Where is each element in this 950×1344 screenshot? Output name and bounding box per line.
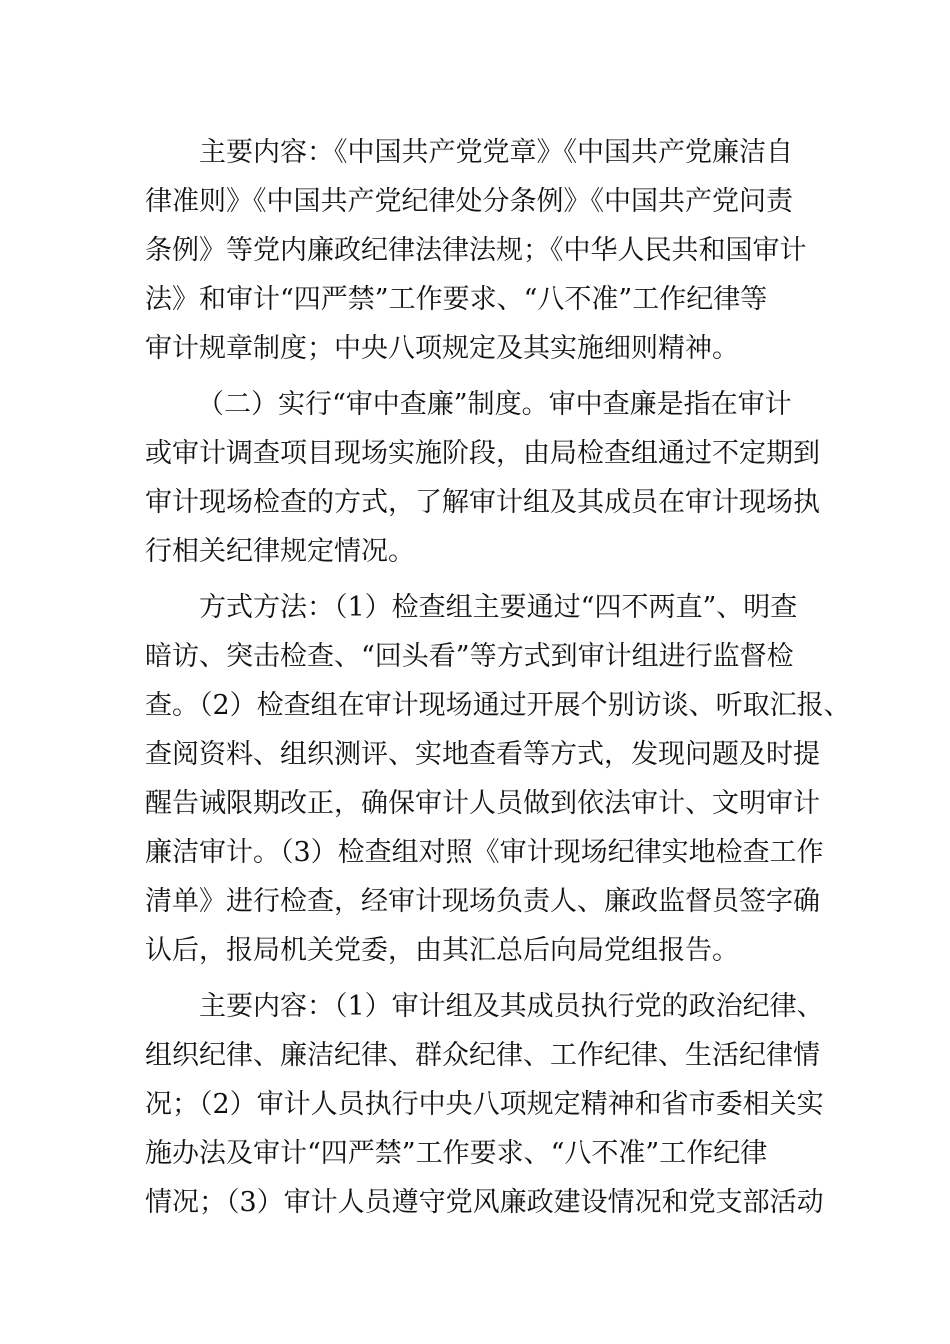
text-line: 主要内容：《中国共产党党章》《中国共产党廉洁自 <box>199 137 793 168</box>
text-line: 施办法及审计“四严禁”工作要求、“八不准”工作纪律 <box>145 1138 768 1169</box>
text-line: 查。（2）检查组在审计现场通过开展个别访谈、听取汇报、 <box>145 690 851 721</box>
text-line: 律准则》《中国共产党纪律处分条例》《中国共产党问责 <box>145 186 793 217</box>
text-line: 或审计调查项目现场实施阶段，由局检查组通过不定期到 <box>145 438 820 469</box>
text-line: 清单》进行检查，经审计现场负责人、廉政监督员签字确 <box>145 886 820 917</box>
text-line: 审计现场检查的方式，了解审计组及其成员在审计现场执 <box>145 487 820 518</box>
paragraph-methods <box>145 583 851 975</box>
text-line: 主要内容：（1）审计组及其成员执行党的政治纪律、 <box>199 991 824 1022</box>
paragraph-main-content-1 <box>145 128 825 373</box>
text-line: 组织纪律、廉洁纪律、群众纪律、工作纪律、生活纪律情 <box>145 1040 820 1071</box>
text-line: 查阅资料、组织测评、实地查看等方式，发现问题及时提 <box>145 739 820 770</box>
text-line: 条例》等党内廉政纪律法律法规；《中华人民共和国审计 <box>145 235 807 266</box>
text-line: 认后，报局机关党委，由其汇总后向局党组报告。 <box>145 935 739 966</box>
text-line: 方式方法：（1）检查组主要通过“四不两直”、明查 <box>199 592 798 623</box>
text-line: 行相关纪律规定情况。 <box>145 536 415 567</box>
text-line: 暗访、突击检查、“回头看”等方式到审计组进行监督检 <box>145 641 794 672</box>
text-line: 审计规章制度；中央八项规定及其实施细则精神。 <box>145 333 739 364</box>
text-line: 廉洁审计。（3）检查组对照《审计现场纪律实地检查工作 <box>145 837 824 868</box>
text-line: 醒告诫限期改正，确保审计人员做到依法审计、文明审计 <box>145 788 820 819</box>
document-body <box>145 128 851 1227</box>
text-line: 况；（2）审计人员执行中央八项规定精神和省市委相关实 <box>145 1089 824 1120</box>
text-line: 情况；（3）审计人员遵守党风廉政建设情况和党支部活动 <box>145 1187 824 1218</box>
paragraph-main-content-2 <box>145 982 825 1227</box>
section-heading-line: （二）实行“审中查廉”制度。审中查廉是指在审计 <box>197 389 792 420</box>
paragraph-section-2 <box>145 380 825 576</box>
text-line: 法》和审计“四严禁”工作要求、“八不准”工作纪律等 <box>145 284 768 315</box>
